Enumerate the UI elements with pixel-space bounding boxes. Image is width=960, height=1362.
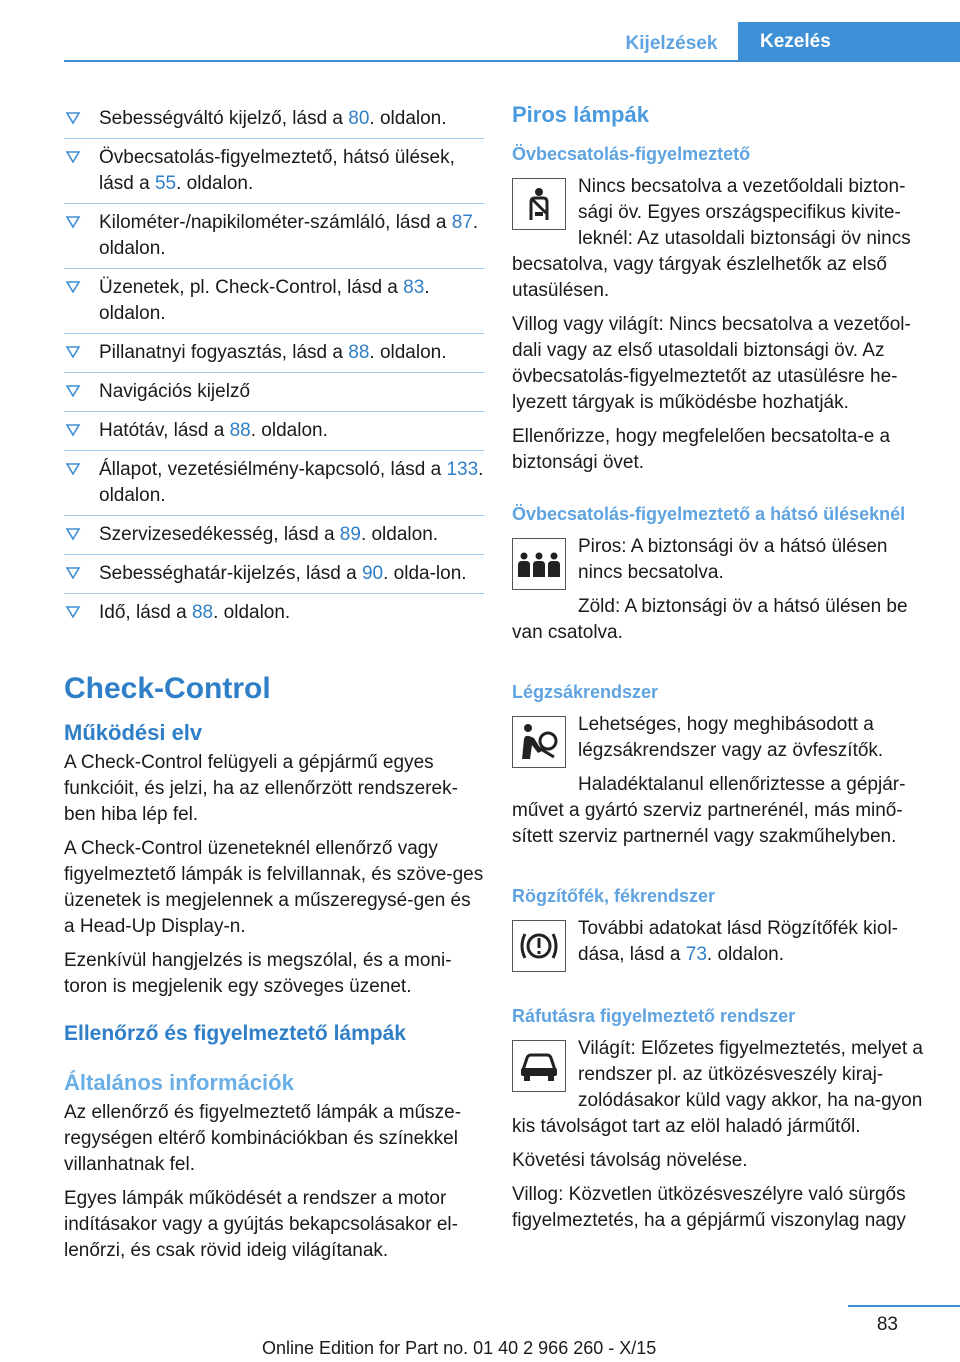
page-link[interactable]: 55 xyxy=(154,173,177,194)
page-link[interactable]: 83 xyxy=(403,277,425,298)
paragraph: Ellenőrizze, hogy megfelelően becsatolta-e a biztonsági övet. xyxy=(512,426,891,473)
subsection-title-mukodesi-elv: Működési elv xyxy=(64,720,203,745)
paragraph: Zöld: A biztonsági öv a hátsó ülésen be van csatolva. xyxy=(512,596,908,643)
paragraph: Haladéktalanul ellenőriztesse a gépjár-művet a gyártó szerviz partnerénél, más minő-sített szerviz partnernél vagy szakműhelyben. xyxy=(512,774,906,847)
list-item: Övbecsatolás-figyelmeztető, hátsó ülések, lásd a 55. oldalon. xyxy=(64,139,484,204)
paragraph: Világít: Előzetes figyelmeztetés, melyet a rendszer pl. az ütközésveszély kiraj-zolódásakor küld vagy akkor, ha na-gyon kis távolságot tart az elöl haladó járműtől. xyxy=(512,1038,923,1137)
paragraph: Követési távolság növelése. xyxy=(512,1150,748,1171)
section-title-check-control: Check-Control xyxy=(64,672,271,705)
triangle-bullet-icon xyxy=(64,421,82,439)
triangle-bullet-icon xyxy=(64,148,82,166)
page-link[interactable]: 88 xyxy=(348,342,370,363)
page-link[interactable]: 87 xyxy=(451,212,473,233)
paragraph: Villog vagy világít: Nincs becsatolva a vezetőol-dali vagy az első utasoldali biztonsági öv. Az övbecsatolás-figyelmeztetőt az utasülésre he-lyezett tárgyak is működésbe hozhatják. xyxy=(512,314,911,413)
list-item: Szervizesedékesség, lásd a 89. oldalon. xyxy=(64,516,484,555)
triangle-bullet-icon xyxy=(64,603,82,621)
triangle-bullet-icon xyxy=(64,278,82,296)
tab-kijelzesek[interactable]: Kijelzések xyxy=(625,33,718,54)
paragraph: A Check-Control felügyeli a gépjármű egyes funkcióit, és jelzi, ha az ellenőrzött rendszerek-ben hiba lép fel. xyxy=(64,752,458,825)
section-title-piros-lampak: Piros lámpák xyxy=(512,102,649,127)
triangle-bullet-icon xyxy=(64,460,82,478)
triangle-bullet-icon xyxy=(64,343,82,361)
heading-ovbecsatolas-hatso: Övbecsatolás-figyelmeztető a hátsó üléseknél xyxy=(512,504,906,524)
page-link[interactable]: 88 xyxy=(191,602,214,623)
bullet-list xyxy=(64,100,484,632)
subsection-title-lampak: Ellenőrző és figyelmeztető lámpák xyxy=(64,1022,406,1045)
paragraph: Egyes lámpák működését a rendszer a motor indításakor vagy a gyújtás bekapcsolásakor el-lenőrzi, és csak rövid ideig világítanak. xyxy=(64,1188,458,1261)
paragraph: Lehetséges, hogy meghibásodott a légzsákrendszer vagy az övfeszítők. xyxy=(578,714,884,761)
triangle-bullet-icon xyxy=(64,525,82,543)
footer-rule xyxy=(848,1305,960,1307)
page-link[interactable]: 80 xyxy=(348,108,370,129)
paragraph: Villog: Közvetlen ütközésveszélyre való sürgős figyelmeztetés, ha a gépjármű viszonylag nagy xyxy=(512,1184,906,1231)
page-link[interactable]: 88 xyxy=(229,420,251,441)
page-number: 83 xyxy=(876,1314,898,1335)
tab-kezeles[interactable]: Kezelés xyxy=(738,22,960,62)
triangle-bullet-icon xyxy=(64,564,82,582)
list-item: Állapot, vezetésiélmény-kapcsoló, lásd a 133. oldalon. xyxy=(64,451,484,516)
triangle-bullet-icon xyxy=(64,109,82,127)
footer-edition: Online Edition for Part no. 01 40 2 966 260 - X/15 xyxy=(262,1338,657,1358)
list-item: Üzenetek, pl. Check-Control, lásd a 83. oldalon. xyxy=(64,269,484,334)
list-item: Kilométer-/napikilométer-számláló, lásd a 87. oldalon. xyxy=(64,204,484,269)
right-column xyxy=(512,100,930,1242)
page-link[interactable]: 133 xyxy=(446,459,479,480)
page-link[interactable]: 89 xyxy=(339,524,361,545)
brake-warning-icon xyxy=(512,920,566,972)
heading-rafutas: Ráfutásra figyelmeztető rendszer xyxy=(512,1006,796,1026)
page-link[interactable]: 90 xyxy=(361,563,384,584)
list-item: Navigációs kijelző xyxy=(64,373,484,412)
paragraph: További adatokat lásd Rögzítőfék kiol-dása, lásd a 73. oldalon. xyxy=(578,918,899,965)
triangle-bullet-icon xyxy=(64,213,82,231)
heading-ovbecsatolas: Övbecsatolás-figyelmeztető xyxy=(512,144,751,164)
paragraph: Az ellenőrző és figyelmeztető lámpák a műsze-regységen eltérő kombinációkban és színekkel villanhatnak fel. xyxy=(64,1102,462,1175)
paragraph: A Check-Control üzeneteknél ellenőrző vagy figyelmeztető lámpák is felvillannak, és szöve-ges üzenetek is megjelennek a műszeregysé-gen és a Head-Up Display-n. xyxy=(64,838,484,937)
collision-warning-icon xyxy=(512,1040,566,1092)
paragraph: Piros: A biztonsági öv a hátsó ülésen nincs becsatolva. xyxy=(578,536,888,583)
seatbelt-warning-icon xyxy=(512,178,566,230)
list-item: Sebességváltó kijelző, lásd a 80. oldalon. xyxy=(64,100,484,139)
list-item: Idő, lásd a 88. oldalon. xyxy=(64,594,484,632)
triangle-bullet-icon xyxy=(64,382,82,400)
heading-rogzitofek: Rögzítőfék, fékrendszer xyxy=(512,886,716,906)
heading-legzsak: Légzsákrendszer xyxy=(512,682,659,702)
left-column xyxy=(64,100,484,1272)
paragraph: Nincs becsatolva a vezetőoldali bizton-sági öv. Egyes országspecifikus kivite-leknél: Az utasoldali biztonsági öv nincs becsatolva, vagy tárgyak észlelhetők az első utasülésen. xyxy=(512,176,911,301)
list-item: Hatótáv, lásd a 88. oldalon. xyxy=(64,412,484,451)
page-link[interactable]: 73 xyxy=(685,944,707,965)
rear-seatbelt-icon xyxy=(512,538,566,590)
header-rule xyxy=(64,60,960,62)
airbag-icon xyxy=(512,716,566,768)
subsection-title-altalanos: Általános információk xyxy=(64,1070,294,1095)
list-item: Sebességhatár-kijelzés, lásd a 90. olda-lon. xyxy=(64,555,484,594)
paragraph: Ezenkívül hangjelzés is megszólal, és a moni-toron is megjelenik egy szöveges üzenet. xyxy=(64,950,452,997)
list-item: Pillanatnyi fogyasztás, lásd a 88. oldalon. xyxy=(64,334,484,373)
